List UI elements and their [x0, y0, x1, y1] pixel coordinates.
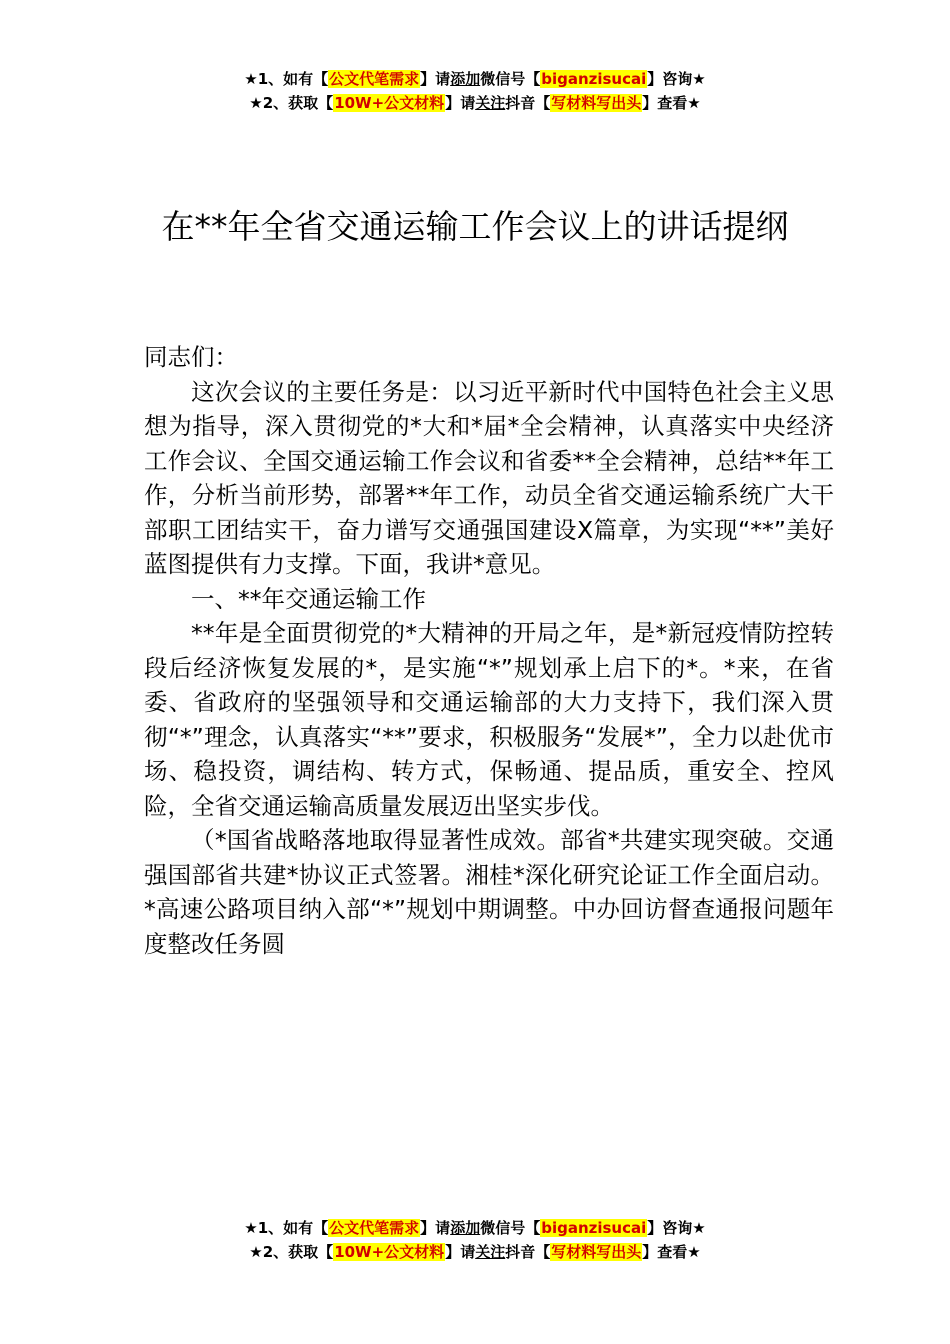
banner-highlight-wechat: biganzisucai: [541, 1219, 647, 1237]
salutation: 同志们：: [144, 343, 238, 371]
banner-line-2: ★2、获取【10W+公文材料】请关注抖音【写材料写出头】查看★: [249, 1243, 701, 1261]
banner-highlight-service: 公文代笔需求: [329, 1219, 420, 1237]
footer-banner: [0, 1216, 950, 1264]
paragraph-intro: 这次会议的主要任务是：以习近平新时代中国特色社会主义思想为指导，深入贯彻党的*大和*届*全会精神，认真落实中央经济工作会议、全国交通运输工作会议和省委**全会精神，总结**年工作，分析当前形势，部署**年工作，动员全省交通运输系统广大干部职工团结实干，奋力谱写交通强国建设X篇章，为实现“**”美好蓝图提供有力支撑。下面，我讲*意见。: [144, 377, 834, 578]
banner-highlight-douyin: 写材料写出头: [551, 1243, 642, 1261]
banner-highlight-materials: 10W+公文材料: [334, 94, 445, 112]
banner-highlight-materials: 10W+公文材料: [334, 1243, 445, 1261]
banner-line-2: ★2、获取【10W+公文材料】请关注抖音【写材料写出头】查看★: [249, 94, 701, 112]
header-banner: [0, 67, 950, 115]
banner-highlight-wechat: biganzisucai: [541, 70, 647, 88]
banner-line-1: ★1、如有【公文代笔需求】请添加微信号【biganzisucai】咨询★: [244, 1219, 706, 1237]
paragraph-achievements: （*国省战略落地取得显著性成效。部省*共建实现突破。交通强国部省共建*协议正式签署。湘桂*深化研究论证工作全面启动。*高速公路项目纳入部“*”规划中期调整。中办回访督查通报问题年度整改任务圆: [144, 826, 834, 958]
document-body: [144, 340, 834, 961]
section-heading: 一、**年交通运输工作: [191, 584, 426, 613]
paragraph-review: **年是全面贯彻党的*大精神的开局之年，是*新冠疫情防控转段后经济恢复发展的*，是实施“*”规划承上启下的*。*来，在省委、省政府的坚强领导和交通运输部的大力支持下，我们深入贯彻“*”理念，认真落实“**”要求，积极服务“发展*”，全力以赴优市场、稳投资，调结构、转方式，保畅通、提品质，重安全、控风险，全省交通运输高质量发展迈出坚实步伐。: [144, 619, 834, 820]
banner-highlight-douyin: 写材料写出头: [551, 94, 642, 112]
banner-line-1: ★1、如有【公文代笔需求】请添加微信号【biganzisucai】咨询★: [244, 70, 706, 88]
document-title: 在**年全省交通运输工作会议上的讲话提纲: [161, 207, 789, 247]
banner-highlight-service: 公文代笔需求: [329, 70, 420, 88]
